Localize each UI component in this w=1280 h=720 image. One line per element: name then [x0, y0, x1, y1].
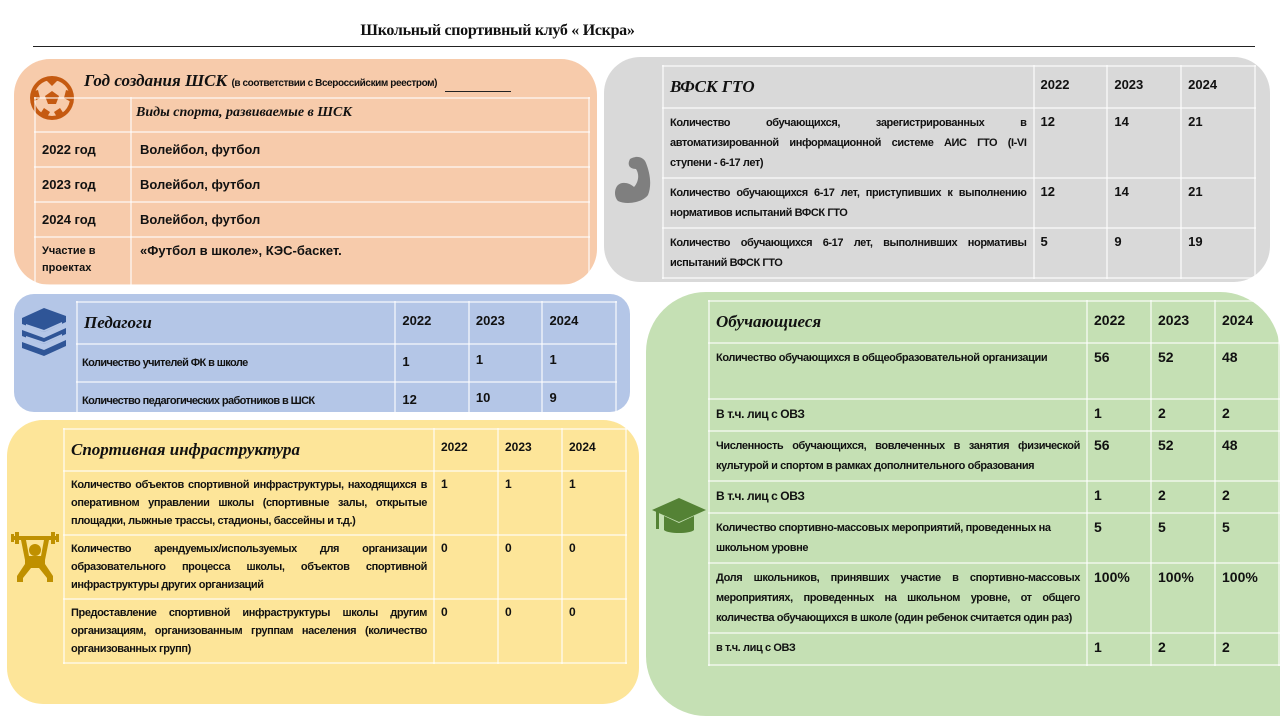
value-2024: 2 [1215, 633, 1279, 665]
year-header: 2023 [469, 302, 543, 344]
weightlifter-icon [11, 528, 59, 584]
table-row [709, 481, 1279, 513]
club-panel [14, 59, 597, 285]
table-row [663, 108, 1255, 178]
infrastructure-table [63, 428, 627, 664]
table-row [35, 167, 589, 202]
club-heading [84, 71, 511, 92]
table-header-row [77, 302, 616, 344]
title-divider [33, 46, 1255, 47]
sports-value: Волейбол, футбол [131, 167, 589, 202]
value-2023: 1 [498, 471, 562, 535]
row-label: В т.ч. лиц с ОВЗ [709, 481, 1087, 513]
value-2023: 100% [1151, 563, 1215, 633]
gto-title: ВФСК ГТО [663, 66, 1034, 108]
value-2022: 5 [1034, 228, 1108, 278]
flexed-arm-icon [612, 153, 658, 209]
students-table [708, 300, 1280, 666]
row-label: Количество обучающихся 6-17 лет, выполнивших нормативы испытаний ВФСК ГТО [663, 228, 1034, 278]
row-label: Количество обучающихся 6-17 лет, приступивших к выполнению нормативов испытаний ВФСК ГТО [663, 178, 1034, 228]
graduation-cap-icon [650, 496, 708, 536]
value-2023: 1 [469, 344, 543, 382]
value-2024: 9 [542, 382, 616, 420]
students-title: Обучающиеся [709, 301, 1087, 343]
table-row [709, 431, 1279, 481]
value-2023: 52 [1151, 431, 1215, 481]
table-row [709, 343, 1279, 399]
infrastructure-title: Спортивная инфраструктура [64, 429, 434, 471]
row-label: Количество спортивно-массовых мероприятий, проведенных на школьном уровне [709, 513, 1087, 563]
year-header: 2023 [1107, 66, 1181, 108]
value-2023: 52 [1151, 343, 1215, 399]
value-2024: 21 [1181, 108, 1255, 178]
value-2022: 1 [1087, 633, 1151, 665]
value-2024: 0 [562, 599, 626, 663]
table-row [64, 471, 626, 535]
value-2024: 1 [542, 344, 616, 382]
founding-year-blank [445, 73, 511, 92]
sports-value: Волейбол, футбол [131, 202, 589, 237]
value-2022: 12 [1034, 178, 1108, 228]
table-row [709, 399, 1279, 431]
value-2024: 2 [1215, 399, 1279, 431]
value-2024: 0 [562, 535, 626, 599]
value-2023: 0 [498, 535, 562, 599]
table-row [709, 633, 1279, 665]
table-row [64, 599, 626, 663]
projects-value: «Футбол в школе», КЭС-баскет. [131, 237, 589, 285]
table-header-row [663, 66, 1255, 108]
table-row [77, 382, 616, 420]
value-2024: 100% [1215, 563, 1279, 633]
value-2022: 12 [1034, 108, 1108, 178]
table-row [709, 563, 1279, 633]
year-label: 2024 год [35, 202, 131, 237]
year-header: 2023 [1151, 301, 1215, 343]
page-title: Школьный спортивный клуб « Искра» [360, 22, 635, 39]
table-row [709, 513, 1279, 563]
table-row [64, 535, 626, 599]
row-label: Количество учителей ФК в школе [77, 344, 395, 382]
club-heading-title: Год создания ШСК [84, 71, 227, 90]
year-header: 2022 [434, 429, 498, 471]
table-row [35, 132, 589, 167]
club-table [34, 97, 590, 286]
teachers-table [76, 301, 617, 421]
year-header: 2022 [395, 302, 469, 344]
row-label: Численность обучающихся, вовлеченных в занятия физической культурой и спортом в рамках дополнительного образования [709, 431, 1087, 481]
value-2022: 1 [1087, 399, 1151, 431]
books-icon [18, 304, 70, 356]
value-2023: 14 [1107, 178, 1181, 228]
value-2022: 5 [1087, 513, 1151, 563]
table-row [77, 344, 616, 382]
table-row [35, 98, 589, 132]
value-2024: 21 [1181, 178, 1255, 228]
teachers-panel [14, 294, 630, 412]
year-header: 2024 [562, 429, 626, 471]
row-label: Количество педагогических работников в ШСК [77, 382, 395, 420]
value-2023: 2 [1151, 399, 1215, 431]
value-2024: 48 [1215, 431, 1279, 481]
students-panel [646, 292, 1280, 716]
value-2022: 1 [1087, 481, 1151, 513]
row-label: Количество объектов спортивной инфраструктуры, находящихся в оперативном управлении школы (спортивные залы, открытые площадки, лыжные трассы, стадионы, бассейны и т.д.) [64, 471, 434, 535]
value-2024: 48 [1215, 343, 1279, 399]
year-header: 2024 [1181, 66, 1255, 108]
row-label: Доля школьников, принявших участие в спортивно-массовых мероприятиях, проведенных на школьном уровне, от общего количества обучающихся в школе (один ребенок считается один раз) [709, 563, 1087, 633]
row-label: Количество обучающихся, зарегистрированных в автоматизированной информационной системе АИС ГТО (I-VI ступени - 6-17 лет) [663, 108, 1034, 178]
value-2024: 2 [1215, 481, 1279, 513]
value-2023: 14 [1107, 108, 1181, 178]
value-2022: 56 [1087, 343, 1151, 399]
year-header: 2024 [542, 302, 616, 344]
value-2022: 100% [1087, 563, 1151, 633]
table-row [35, 237, 589, 285]
value-2022: 1 [434, 471, 498, 535]
teachers-title: Педагоги [77, 302, 395, 344]
table-header-row [64, 429, 626, 471]
table-row [663, 228, 1255, 278]
projects-label: Участие в проектах [35, 237, 131, 285]
infrastructure-panel [7, 420, 639, 704]
value-2024: 1 [562, 471, 626, 535]
year-header: 2023 [498, 429, 562, 471]
year-header: 2022 [1087, 301, 1151, 343]
row-label: Количество арендуемых/используемых для организации образовательного процесса школы, объектов спортивной инфраструктуры других организаций [64, 535, 434, 599]
value-2023: 2 [1151, 481, 1215, 513]
value-2024: 5 [1215, 513, 1279, 563]
sports-value: Волейбол, футбол [131, 132, 589, 167]
row-label: В т.ч. лиц с ОВЗ [709, 399, 1087, 431]
table-row [35, 202, 589, 237]
value-2023: 9 [1107, 228, 1181, 278]
table-header-row [709, 301, 1279, 343]
value-2023: 0 [498, 599, 562, 663]
year-label: 2023 год [35, 167, 131, 202]
value-2022: 1 [395, 344, 469, 382]
club-heading-note: (в соответствии с Всероссийским реестром) [231, 78, 438, 89]
gto-panel [604, 57, 1270, 282]
value-2022: 0 [434, 535, 498, 599]
sports-header: Виды спорта, развиваемые в ШСК [131, 98, 589, 132]
value-2022: 12 [395, 382, 469, 420]
gto-table [662, 65, 1256, 279]
value-2024: 19 [1181, 228, 1255, 278]
value-2023: 2 [1151, 633, 1215, 665]
year-header: 2022 [1034, 66, 1108, 108]
value-2023: 5 [1151, 513, 1215, 563]
row-label: Предоставление спортивной инфраструктуры школы другим организациям, организованным группам населения (количество организованных групп) [64, 599, 434, 663]
row-label: Количество обучающихся в общеобразовательной организации [709, 343, 1087, 399]
year-label: 2022 год [35, 132, 131, 167]
value-2022: 0 [434, 599, 498, 663]
empty-header-cell [35, 98, 131, 132]
row-label: в т.ч. лиц с ОВЗ [709, 633, 1087, 665]
value-2022: 56 [1087, 431, 1151, 481]
value-2023: 10 [469, 382, 543, 420]
table-row [663, 178, 1255, 228]
year-header: 2024 [1215, 301, 1279, 343]
